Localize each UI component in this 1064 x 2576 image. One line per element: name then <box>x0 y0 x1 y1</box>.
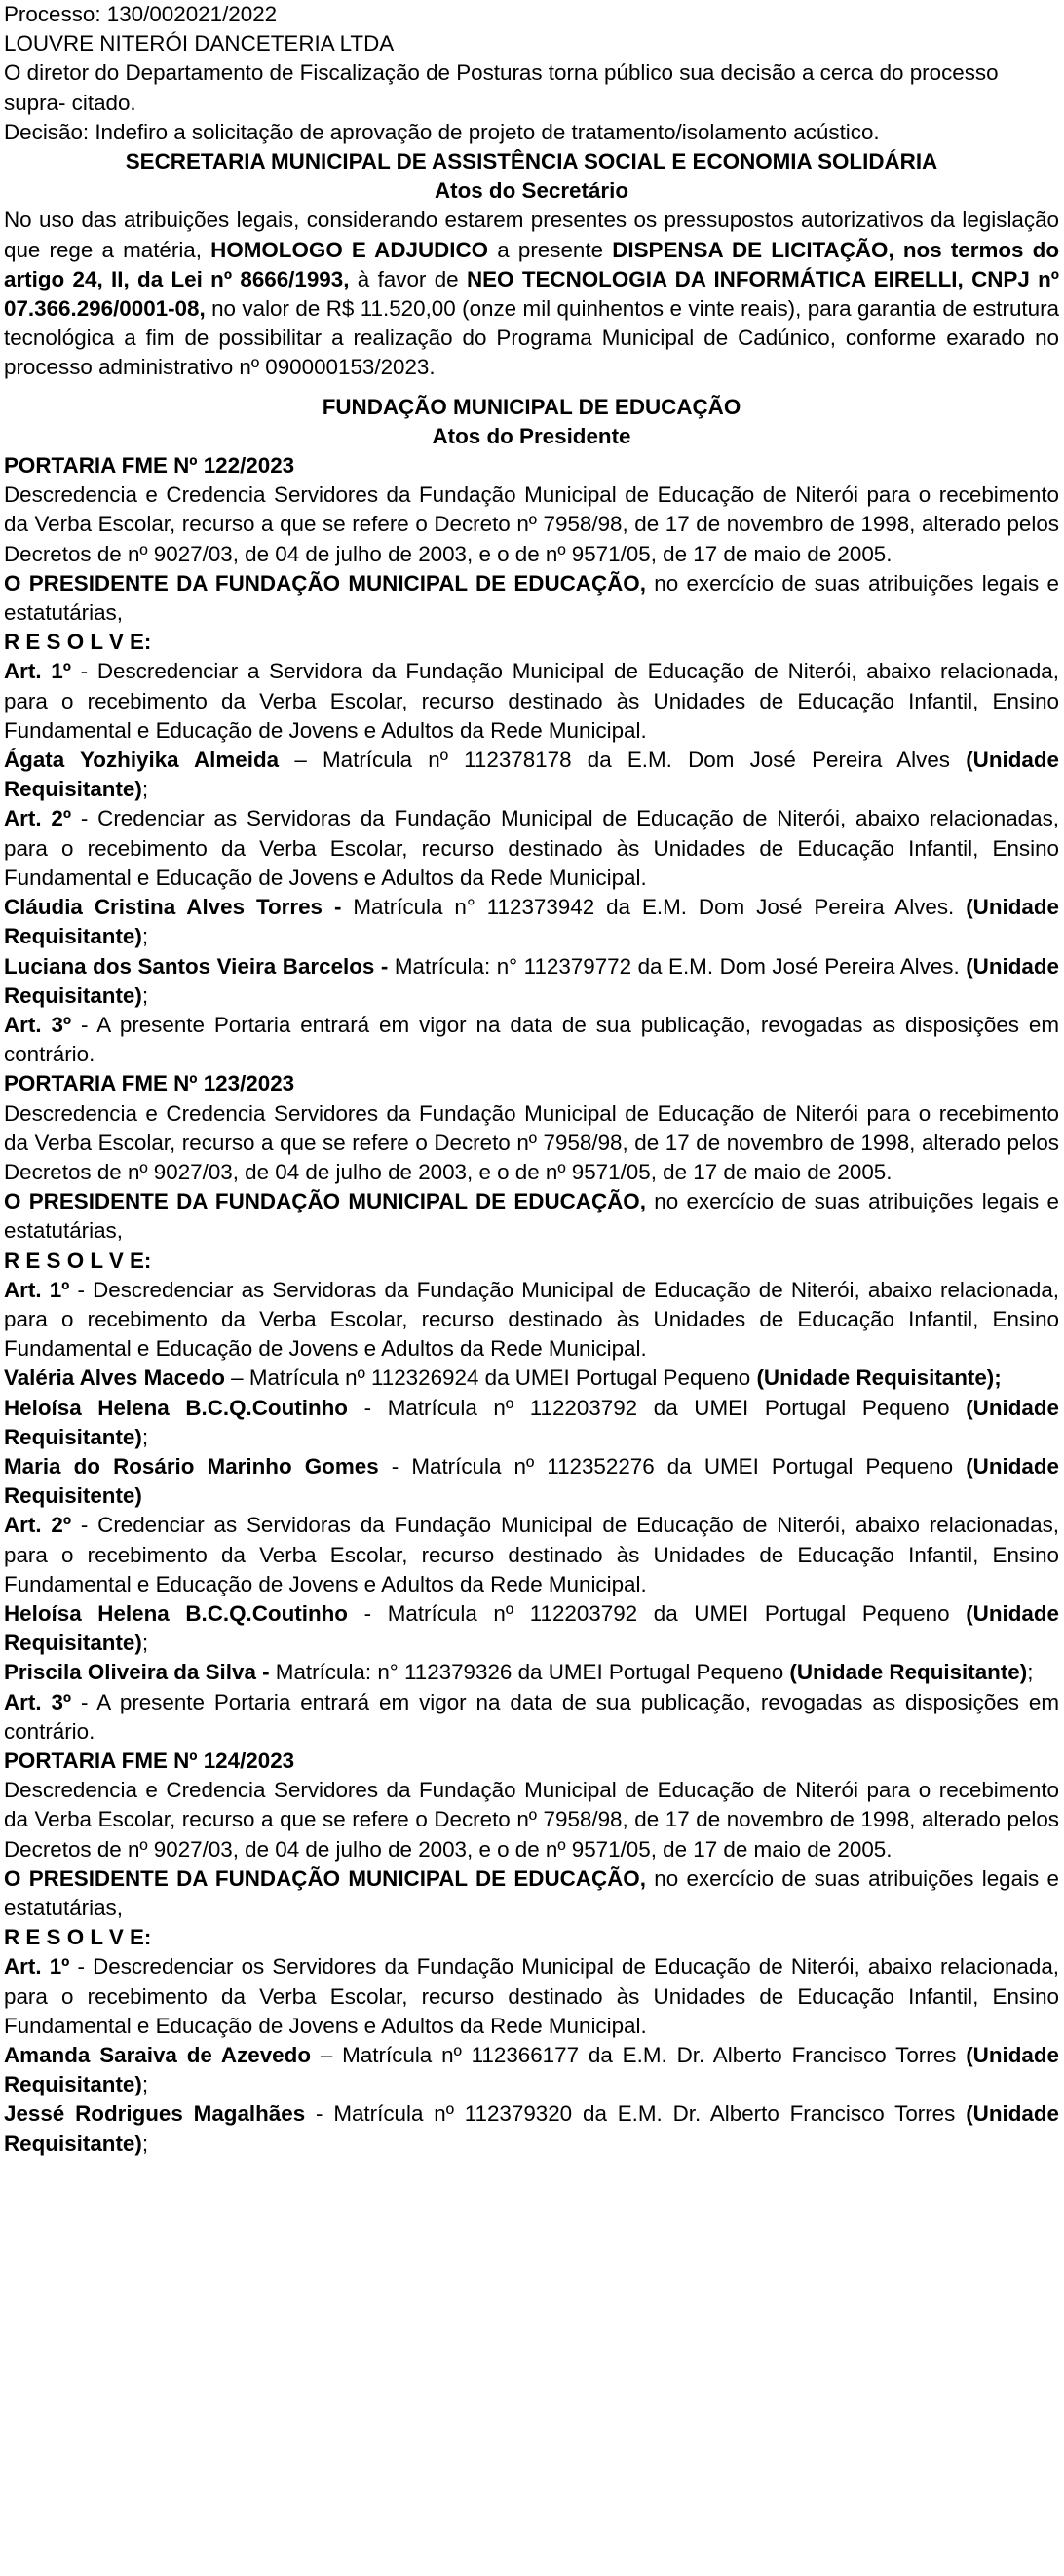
servidor-unit: (Unidade Requisitante) <box>4 2043 1059 2097</box>
art-label: Art. 1º <box>4 659 71 684</box>
smas-bold-3: NEO TECNOLOGIA DA INFORMÁTICA EIRELLI, CNPJ nº 07.366.296/0001-08, <box>4 266 1059 322</box>
servidor-name: Valéria Alves Macedo <box>4 1365 225 1391</box>
portaria-122-servidor-3 <box>4 952 1059 1011</box>
portaria-124-ementa: Descredencia e Credencia Servidores da Fundação Municipal de Educação de Niterói para o recebimento da Verba Escolar, recurso a que se refere o Decreto nº 7958/98, de 17 de novembro de 1998, alterado pelos Decretos de nº 9027/03, de 04 de julho de 2003, e o de nº 9571/05, de 17 de maio de 2005. <box>4 1778 1059 1862</box>
art-text: - Descredenciar os Servidores da Fundação Municipal de Educação de Niterói, abaixo relacionada, para o recebimento da Verba Escolar, recurso destinado às Unidades de Educação Infantil, Ensino Fundamental e Educação de Jovens e Adultos da Rede Municipal. <box>4 1954 1059 2038</box>
servidor-text: – Matrícula nº 112378178 da E.M. Dom José Pereira Alves <box>294 748 967 773</box>
servidor-unit: (Unidade Requisitante); <box>756 1365 1002 1391</box>
servidor-text: Matrícula: n° 112379772 da E.M. Dom José Pereira Alves. <box>388 953 967 979</box>
portaria-123-servidor-2 <box>4 1394 1059 1452</box>
servidor-end: ; <box>141 2072 149 2097</box>
presidente-text: no exercício de suas atribuições legais e estatutárias, <box>4 1189 1060 1244</box>
servidor-text: - Matrícula nº 112203792 da UMEI Portugal Pequeno <box>348 1600 967 1626</box>
servidor-name: Jessé Rodrigues Magalhães <box>4 2101 306 2127</box>
art-text: - Credenciar as Servidoras da Fundação Municipal de Educação de Niterói, abaixo relacionadas, para o recebimento da Verba Escolar, recurso destinado às Unidades de Educação Infantil, Ensino Fundamental e Educação de Jovens e Adultos da Rede Municipal. <box>4 1513 1059 1596</box>
section-subtitle-smas: Atos do Secretário <box>434 178 629 204</box>
servidor-unit: (Unidade Requisitante) <box>789 1660 1028 1685</box>
servidor-unit: (Unidade Requisitente) <box>4 1453 1059 1509</box>
processo-number: Processo: 130/002021/2022 <box>4 2 278 26</box>
processo-decision: Decisão: Indefiro a solicitação de aprovação de projeto de tratamento/isolamento acústico. <box>4 119 880 144</box>
servidor-text: Matrícula n° 112373942 da E.M. Dom José Pereira Alves. <box>341 895 967 920</box>
portaria-122-art3 <box>4 1011 1059 1069</box>
smas-paragraph <box>4 206 1059 382</box>
portaria-123-presidente <box>4 1187 1059 1246</box>
portaria-122-servidor-2 <box>4 893 1059 951</box>
portaria-124-servidor-1 <box>4 2041 1059 2099</box>
servidor-end: ; <box>1027 1660 1034 1685</box>
portaria-122-art2 <box>4 804 1059 893</box>
servidor-text: - Matrícula nº 112352276 da UMEI Portugal Pequeno <box>378 1453 967 1479</box>
section-title-fme: FUNDAÇÃO MUNICIPAL DE EDUCAÇÃO <box>322 394 741 419</box>
portaria-123-servidor-1 <box>4 1364 1059 1393</box>
portaria-123-art1 <box>4 1276 1059 1365</box>
portaria-124-heading: PORTARIA FME Nº 124/2023 <box>4 1748 295 1773</box>
servidor-end: ; <box>141 924 149 949</box>
portaria-123-ementa: Descredencia e Credencia Servidores da Fundação Municipal de Educação de Niterói para o recebimento da Verba Escolar, recurso a que se refere o Decreto nº 7958/98, de 17 de novembro de 1998, alterado pelos Decretos de nº 9027/03, de 04 de julho de 2003, e o de nº 9571/05, de 17 de maio de 2005. <box>4 1100 1059 1184</box>
smas-bold-2: DISPENSA DE LICITAÇÃO, nos termos do artigo 24, II, da Lei nº 8666/1993, <box>4 237 1059 291</box>
portaria-122-presidente <box>4 569 1059 628</box>
servidor-text: – Matrícula nº 112326924 da UMEI Portugal Pequeno <box>224 1365 757 1391</box>
portaria-122-resolve: R E S O L V E: <box>4 630 152 655</box>
presidente-bold: O PRESIDENTE DA FUNDAÇÃO MUNICIPAL DE EDUCAÇÃO, <box>4 1189 646 1214</box>
portaria-124-resolve: R E S O L V E: <box>4 1925 152 1950</box>
company-name: LOUVRE NITERÓI DANCETERIA LTDA <box>4 31 395 57</box>
servidor-name: Ágata Yozhiyika Almeida <box>4 748 280 773</box>
servidor-text: Matrícula: n° 112379326 da UMEI Portugal Pequeno <box>269 1660 790 1685</box>
portaria-124-servidor-2 <box>4 2099 1059 2158</box>
portaria-122-servidor-1 <box>4 746 1059 804</box>
smas-bold-1: HOMOLOGO E ADJUDICO <box>210 237 489 262</box>
section-title-smas: SECRETARIA MUNICIPAL DE ASSISTÊNCIA SOCIAL E ECONOMIA SOLIDÁRIA <box>125 149 938 174</box>
section-subtitle-fme: Atos do Presidente <box>432 423 631 448</box>
art-text: - Descredenciar a Servidora da Fundação Municipal de Educação de Niterói, abaixo relacionada, para o recebimento da Verba Escolar, recurso destinado às Unidades de Educação Infantil, Ensino Fundamental e Educação de Jovens e Adultos da Rede Municipal. <box>4 659 1059 743</box>
servidor-name: Priscila Oliveira da Silva - <box>4 1660 270 1685</box>
art-label: Art. 3º <box>4 1689 72 1714</box>
portaria-123-servidor-3 <box>4 1452 1059 1511</box>
presidente-bold: O PRESIDENTE DA FUNDAÇÃO MUNICIPAL DE EDUCAÇÃO, <box>4 570 646 596</box>
servidor-name: Amanda Saraiva de Azevedo <box>4 2043 311 2068</box>
servidor-unit: (Unidade Requisitante) <box>4 953 1059 1008</box>
portaria-123-servidor-5 <box>4 1658 1059 1687</box>
presidente-text: no exercício de suas atribuições legais e estatutárias, <box>4 570 1060 626</box>
art-label: Art. 2º <box>4 1513 72 1538</box>
servidor-end: ; <box>141 982 149 1008</box>
presidente-text: no exercício de suas atribuições legais e estatutárias, <box>4 1865 1060 1920</box>
servidor-name: Luciana dos Santos Vieira Barcelos - <box>4 953 389 979</box>
art-label: Art. 3º <box>4 1012 72 1037</box>
portaria-122-ementa: Descredencia e Credencia Servidores da Fundação Municipal de Educação de Niterói para o recebimento da Verba Escolar, recurso a que se refere o Decreto nº 7958/98, de 17 de novembro de 1998, alterado pelos Decretos de nº 9027/03, de 04 de julho de 2003, e o de nº 9571/05, de 17 de maio de 2005. <box>4 482 1059 566</box>
portaria-124-art1 <box>4 1952 1059 2041</box>
servidor-name: Heloísa Helena B.C.Q.Coutinho <box>4 1600 348 1626</box>
smas-text-3: à favor de <box>349 266 467 291</box>
servidor-end: ; <box>141 777 149 802</box>
servidor-text: – Matrícula nº 112366177 da E.M. Dr. Alberto Francisco Torres <box>311 2043 967 2068</box>
portaria-122-art1 <box>4 657 1059 746</box>
servidor-name: Maria do Rosário Marinho Gomes <box>4 1453 379 1479</box>
servidor-text: - Matrícula nº 112203792 da UMEI Portugal Pequeno <box>348 1395 967 1420</box>
smas-text-1: No uso das atribuições legais, considerando estarem presentes os pressupostos autorizativos da legislação que rege a matéria, <box>4 208 1059 262</box>
servidor-end: ; <box>141 1631 149 1656</box>
art-label: Art. 2º <box>4 806 72 831</box>
servidor-name: Cláudia Cristina Alves Torres - <box>4 895 342 920</box>
smas-text-4: no valor de R$ 11.520,00 (onze mil quinhentos e vinte reais), para garantia de estrutura tecnológica a fim de possibilitar a realização do Programa Municipal de Cadúnico, conforme exarado no processo administrativo nº 090000153/2023. <box>4 296 1059 380</box>
smas-text-2: a presente <box>488 237 613 262</box>
servidor-unit: (Unidade Requisitante) <box>4 2101 1059 2156</box>
servidor-unit: (Unidade Requisitante) <box>4 748 1059 802</box>
portaria-123-heading: PORTARIA FME Nº 123/2023 <box>4 1071 295 1096</box>
servidor-unit: (Unidade Requisitante) <box>4 1600 1059 1656</box>
portaria-123-art2 <box>4 1511 1059 1599</box>
art-text: - A presente Portaria entrará em vigor na data de sua publicação, revogadas as disposições em contrário. <box>4 1689 1060 1744</box>
servidor-unit: (Unidade Requisitante) <box>4 895 1059 949</box>
servidor-text: - Matrícula nº 112379320 da E.M. Dr. Alberto Francisco Torres <box>305 2101 967 2127</box>
presidente-bold: O PRESIDENTE DA FUNDAÇÃO MUNICIPAL DE EDUCAÇÃO, <box>4 1865 646 1891</box>
art-text: - A presente Portaria entrará em vigor na data de sua publicação, revogadas as disposições em contrário. <box>4 1012 1060 1067</box>
art-label: Art. 1º <box>4 1954 70 1980</box>
portaria-124-presidente <box>4 1865 1059 1923</box>
art-label: Art. 1º <box>4 1277 70 1302</box>
processo-notice: O diretor do Departamento de Fiscalização de Posturas torna público sua decisão a cerca do processo supra- citado. <box>4 60 999 115</box>
art-text: - Descredenciar as Servidoras da Fundação Municipal de Educação de Niterói, abaixo relacionada, para o recebimento da Verba Escolar, recurso destinado às Unidades de Educação Infantil, Ensino Fundamental e Educação de Jovens e Adultos da Rede Municipal. <box>4 1277 1059 1362</box>
portaria-123-servidor-4 <box>4 1599 1059 1658</box>
servidor-name: Heloísa Helena B.C.Q.Coutinho <box>4 1395 348 1420</box>
portaria-123-resolve: R E S O L V E: <box>4 1248 152 1273</box>
art-text: - Credenciar as Servidoras da Fundação Municipal de Educação de Niterói, abaixo relacionadas, para o recebimento da Verba Escolar, recurso destinado às Unidades de Educação Infantil, Ensino Fundamental e Educação de Jovens e Adultos da Rede Municipal. <box>4 806 1059 890</box>
portaria-123-art3 <box>4 1688 1059 1747</box>
portaria-122-heading: PORTARIA FME Nº 122/2023 <box>4 453 295 479</box>
servidor-unit: (Unidade Requisitante) <box>4 1395 1059 1449</box>
servidor-end: ; <box>141 2131 149 2156</box>
servidor-end: ; <box>141 1424 149 1449</box>
